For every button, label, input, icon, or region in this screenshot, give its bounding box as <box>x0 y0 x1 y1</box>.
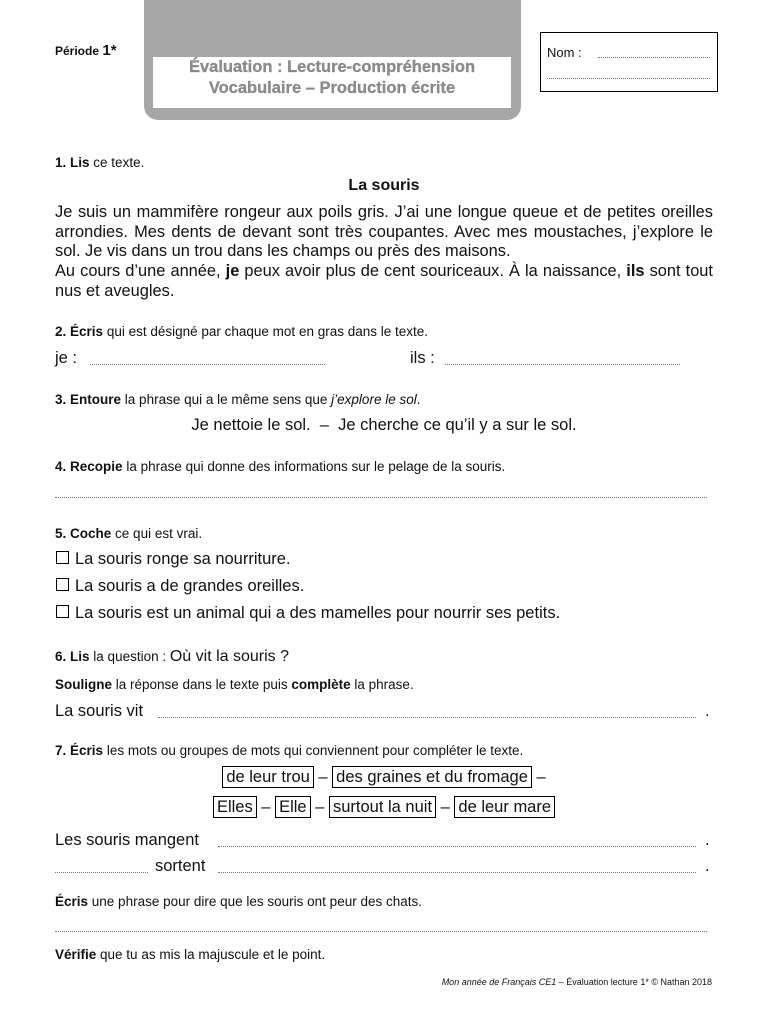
q4-verb: Recopie <box>70 459 123 474</box>
q2-verb: Écris <box>70 324 104 339</box>
q1-verb: Lis <box>70 155 90 170</box>
q3-instruction <box>55 392 420 407</box>
checkbox-icon[interactable] <box>56 551 69 564</box>
bold-word-je: je <box>225 262 240 281</box>
q6-verb-complete: complète <box>291 677 351 692</box>
q3-number: 3. <box>55 392 67 407</box>
q7-verify-verb: Vérifie <box>55 947 97 962</box>
word-box: de leur mare <box>454 796 555 818</box>
q5-instruction <box>55 526 202 541</box>
q4-instruction <box>55 459 505 474</box>
q5-option-2-label: La souris a de grandes oreilles. <box>75 577 305 595</box>
story-title: La souris <box>348 177 420 194</box>
q6-number: 6. <box>55 649 67 664</box>
dash-separator: – <box>261 798 271 816</box>
q3-italic: j’explore le sol <box>331 392 417 407</box>
checkbox-icon[interactable] <box>56 578 69 591</box>
name-dotted-line-2[interactable] <box>547 78 710 79</box>
story-p2-a: Au cours d’une année, <box>55 262 226 281</box>
word-bank-row-2 <box>0 796 768 818</box>
q5-verb: Coche <box>70 526 112 541</box>
q2-instruction <box>55 324 428 339</box>
q7-rest: les mots ou groupes de mots qui conviennent pour compléter le texte. <box>103 743 524 758</box>
q5-option-3[interactable] <box>56 604 560 623</box>
title-box <box>153 57 511 108</box>
q1-rest: ce texte. <box>89 155 145 170</box>
q6-verb: Lis <box>70 649 90 664</box>
q6-instruction-2 <box>55 677 414 692</box>
name-box <box>540 32 718 92</box>
q3-end: . <box>416 392 421 407</box>
periode-label <box>55 42 117 59</box>
story-p2-c: sont tout nus et aveugles. <box>55 262 713 300</box>
q6-answer-line[interactable] <box>158 717 696 718</box>
word-bank-row-1 <box>0 766 768 788</box>
footer-rest: – Évaluation lecture 1* © Nathan 2018 <box>556 977 712 987</box>
dash-separator: – <box>536 768 546 786</box>
q3-verb: Entoure <box>70 392 122 407</box>
q1-instruction <box>55 155 144 170</box>
q4-number: 4. <box>55 459 67 474</box>
q2-number: 2. <box>55 324 67 339</box>
q5-option-1[interactable] <box>56 550 291 569</box>
q7-write-instruction <box>55 894 422 909</box>
word-box: surtout la nuit <box>329 796 436 818</box>
q5-option-1-label: La souris ronge sa nourriture. <box>75 550 291 568</box>
q7-write-line[interactable] <box>55 931 707 932</box>
q7-instruction <box>55 743 523 758</box>
q6-line2-d: la phrase. <box>350 677 414 692</box>
q5-number: 5. <box>55 526 67 541</box>
q2-rest: qui est désigné par chaque mot en gras dans le texte. <box>103 324 429 339</box>
dash-separator: – <box>440 798 450 816</box>
answer-line-je[interactable] <box>90 364 325 365</box>
footer-credit <box>442 977 712 987</box>
q6-rest: la question : <box>89 649 170 664</box>
q7-number: 7. <box>55 743 67 758</box>
story-p2-b: peux avoir plus de cent souriceaux. À la naissance, <box>239 262 627 281</box>
q6-instruction <box>55 648 289 666</box>
q7-verify-rest: que tu as mis la majuscule et le point. <box>96 947 326 962</box>
q7-verb: Écris <box>70 743 104 758</box>
periode-text: Période <box>55 44 100 58</box>
word-box: des graines et du fromage <box>332 766 532 788</box>
bold-word-ils: ils <box>626 262 645 281</box>
q7-line-1-start: Les souris mangent <box>55 831 199 849</box>
q4-answer-line[interactable] <box>55 497 707 498</box>
title-line-1: Évaluation : Lecture-compréhension <box>188 58 476 76</box>
q4-rest: la phrase qui donne des informations sur le pelage de la souris. <box>122 459 506 474</box>
word-box: de leur trou <box>222 766 313 788</box>
q6-line2-b: la réponse dans le texte puis <box>112 677 292 692</box>
q6-answer-start: La souris vit <box>55 702 144 720</box>
dash-separator: – <box>318 768 328 786</box>
story-paragraph-2 <box>55 262 713 301</box>
story-text <box>55 203 713 302</box>
periode-number: 1* <box>102 42 117 59</box>
title-line-2: Vocabulaire – Production écrite <box>208 79 456 97</box>
q7-line-2-word: sortent <box>155 857 206 875</box>
word-box: Elles <box>213 796 257 818</box>
story-paragraph-1: Je suis un mammifère rongeur aux poils gris. J’ai une longue queue et de petites oreilles arrondies. Mes dents de devant sont très coupantes. Avec mes moustaches, j’explore le sol. Je vis dans un trou dans les champs ou près des maisons. <box>55 203 713 261</box>
checkbox-icon[interactable] <box>56 605 69 618</box>
q7-verify-instruction <box>55 947 325 962</box>
label-ils: ils : <box>410 349 435 367</box>
q3-rest: la phrase qui a le même sens que <box>121 392 332 407</box>
q6-period: . <box>705 702 710 720</box>
q7-answer-line-1[interactable] <box>218 846 696 847</box>
q5-option-2[interactable] <box>56 577 304 596</box>
q1-number: 1. <box>55 155 67 170</box>
label-je: je : <box>55 349 78 367</box>
name-label: Nom : <box>547 45 582 60</box>
q6-verb-souligne: Souligne <box>55 677 112 692</box>
q3-choices[interactable]: Je nettoie le sol. – Je cherche ce qu’il y a sur le sol. <box>191 416 577 434</box>
q7-answer-line-2a[interactable] <box>55 872 148 873</box>
q5-rest: ce qui est vrai. <box>111 526 203 541</box>
q7-write-rest: une phrase pour dire que les souris ont peur des chats. <box>88 894 422 909</box>
footer-book-title: Mon année de Français CE1 <box>441 977 557 987</box>
q6-question: Où vit la souris ? <box>169 648 290 665</box>
dash-separator: – <box>315 798 325 816</box>
q7-line-1-period: . <box>705 831 710 849</box>
q5-option-3-label: La souris est un animal qui a des mamelles pour nourrir ses petits. <box>75 604 561 622</box>
q7-line-2-period: . <box>705 857 710 875</box>
answer-line-ils[interactable] <box>445 364 680 365</box>
q7-answer-line-2b[interactable] <box>218 872 696 873</box>
name-dotted-line-1[interactable] <box>598 57 710 58</box>
q7-write-verb: Écris <box>55 894 89 909</box>
word-box: Elle <box>275 796 311 818</box>
